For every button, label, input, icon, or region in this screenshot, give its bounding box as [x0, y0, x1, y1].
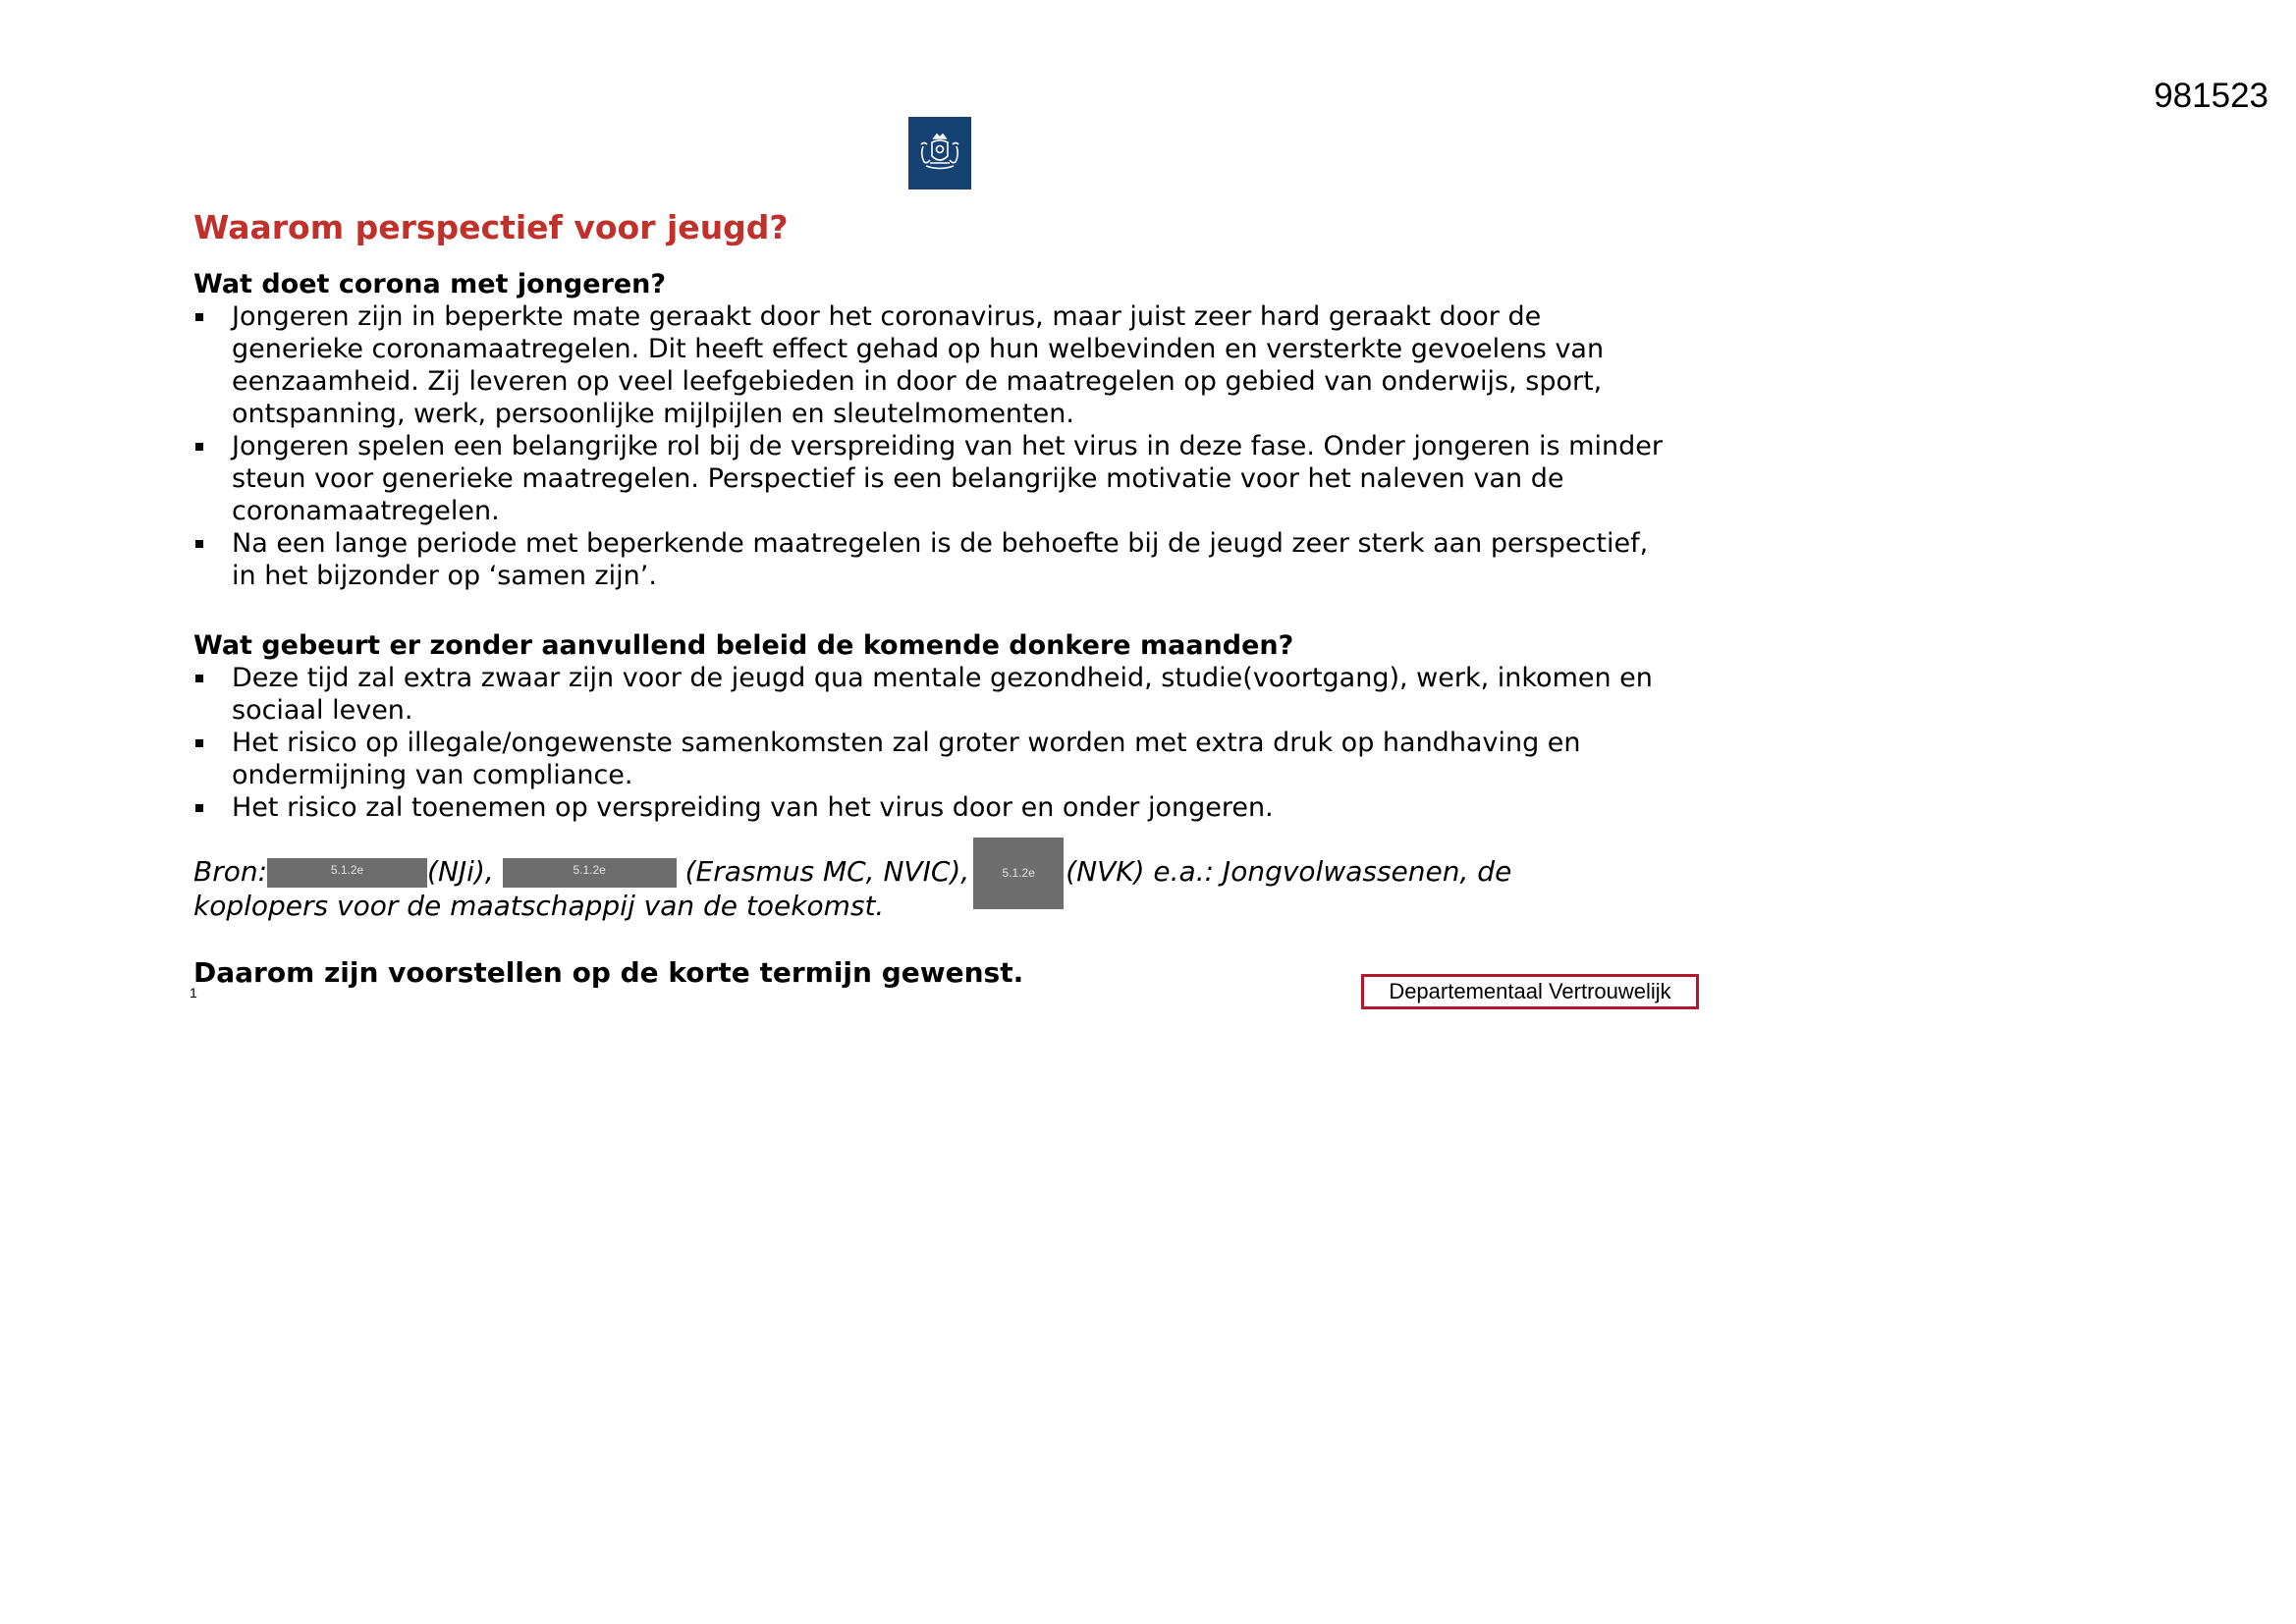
list-item: [193, 662, 1667, 727]
list-item-text: Na een lange periode met beperkende maatregelen is de behoefte bij de jeugd zeer sterk aan perspectief, in het bijzonder op ‘samen zijn’.: [232, 528, 1649, 591]
redaction-box: 5.1.2e: [503, 858, 677, 888]
list-item-text: Het risico op illegale/ongewenste samenkomsten zal groter worden met extra druk op handhaving en ondermijning van compliance.: [232, 728, 1581, 790]
conclusion-text: Daarom zijn voorstellen op de korte termijn gewenst.: [193, 956, 1024, 989]
list-item: [193, 791, 1667, 824]
section-heading: Wat doet corona met jongeren?: [193, 269, 667, 299]
page-title: Waarom perspectief voor jeugd?: [193, 208, 789, 246]
list-item: [193, 727, 1667, 791]
bullet-icon: [195, 313, 203, 321]
source-part-2: (Erasmus MC, NVIC),: [684, 855, 970, 888]
list-item-text: Het risico zal toenemen op verspreiding van het virus door en onder jongeren.: [232, 792, 1274, 823]
redaction-box: 5.1.2e: [267, 858, 427, 888]
list-item: [193, 527, 1667, 592]
bullet-icon: [195, 443, 203, 451]
bullet-icon: [195, 804, 203, 812]
section-without-policy: [193, 629, 1667, 824]
source-part-1: (NJi),: [427, 855, 494, 888]
source-citation: [193, 855, 1598, 922]
list-item-text: Jongeren spelen een belangrijke rol bij de verspreiding van het virus in deze fase. Onder jongeren is minder steun voor generieke maatregelen. Perspectief is een belangrijke motivatie voor het naleven van de coronamaatregelen.: [232, 431, 1663, 526]
list-item-text: Jongeren zijn in beperkte mate geraakt door het coronavirus, maar juist zeer hard geraakt door de generieke coronamaatregelen. Dit heeft effect gehad op hun welbevinden en versterkte gevoelens van eenzaamheid. Zij leveren op veel leefgebieden in door de maatregelen op gebied van onderwijs, sport, ontspanning, werk, persoonlijke mijlpijlen en sleutelmomenten.: [232, 301, 1605, 429]
bullet-icon: [195, 739, 203, 747]
bullet-icon: [195, 675, 203, 682]
footnote-number: 1: [190, 985, 197, 1001]
rijksoverheid-coat-of-arms-icon: [908, 117, 971, 189]
classification-label: Departementaal Vertrouwelijk: [1361, 974, 1699, 1009]
bullet-list: [193, 662, 1667, 824]
list-item-text: Deze tijd zal extra zwaar zijn voor de jeugd qua mentale gezondheid, studie(voortgang), werk, inkomen en sociaal leven.: [232, 663, 1653, 726]
list-item: [193, 300, 1667, 430]
source-part-3: (NVK) e.a.: Jongvolwassenen, de koplopers voor de maatschappij van de toekomst.: [193, 855, 1512, 922]
source-prefix: Bron:: [193, 855, 268, 888]
section-heading: Wat gebeurt er zonder aanvullend beleid de komende donkere maanden?: [193, 630, 1294, 661]
document-number: 981523: [2154, 77, 2269, 115]
section-corona-impact: [193, 268, 1667, 592]
bullet-icon: [195, 540, 203, 548]
bullet-list: [193, 300, 1667, 592]
redaction-box: 5.1.2e: [973, 838, 1064, 909]
list-item: [193, 430, 1667, 527]
